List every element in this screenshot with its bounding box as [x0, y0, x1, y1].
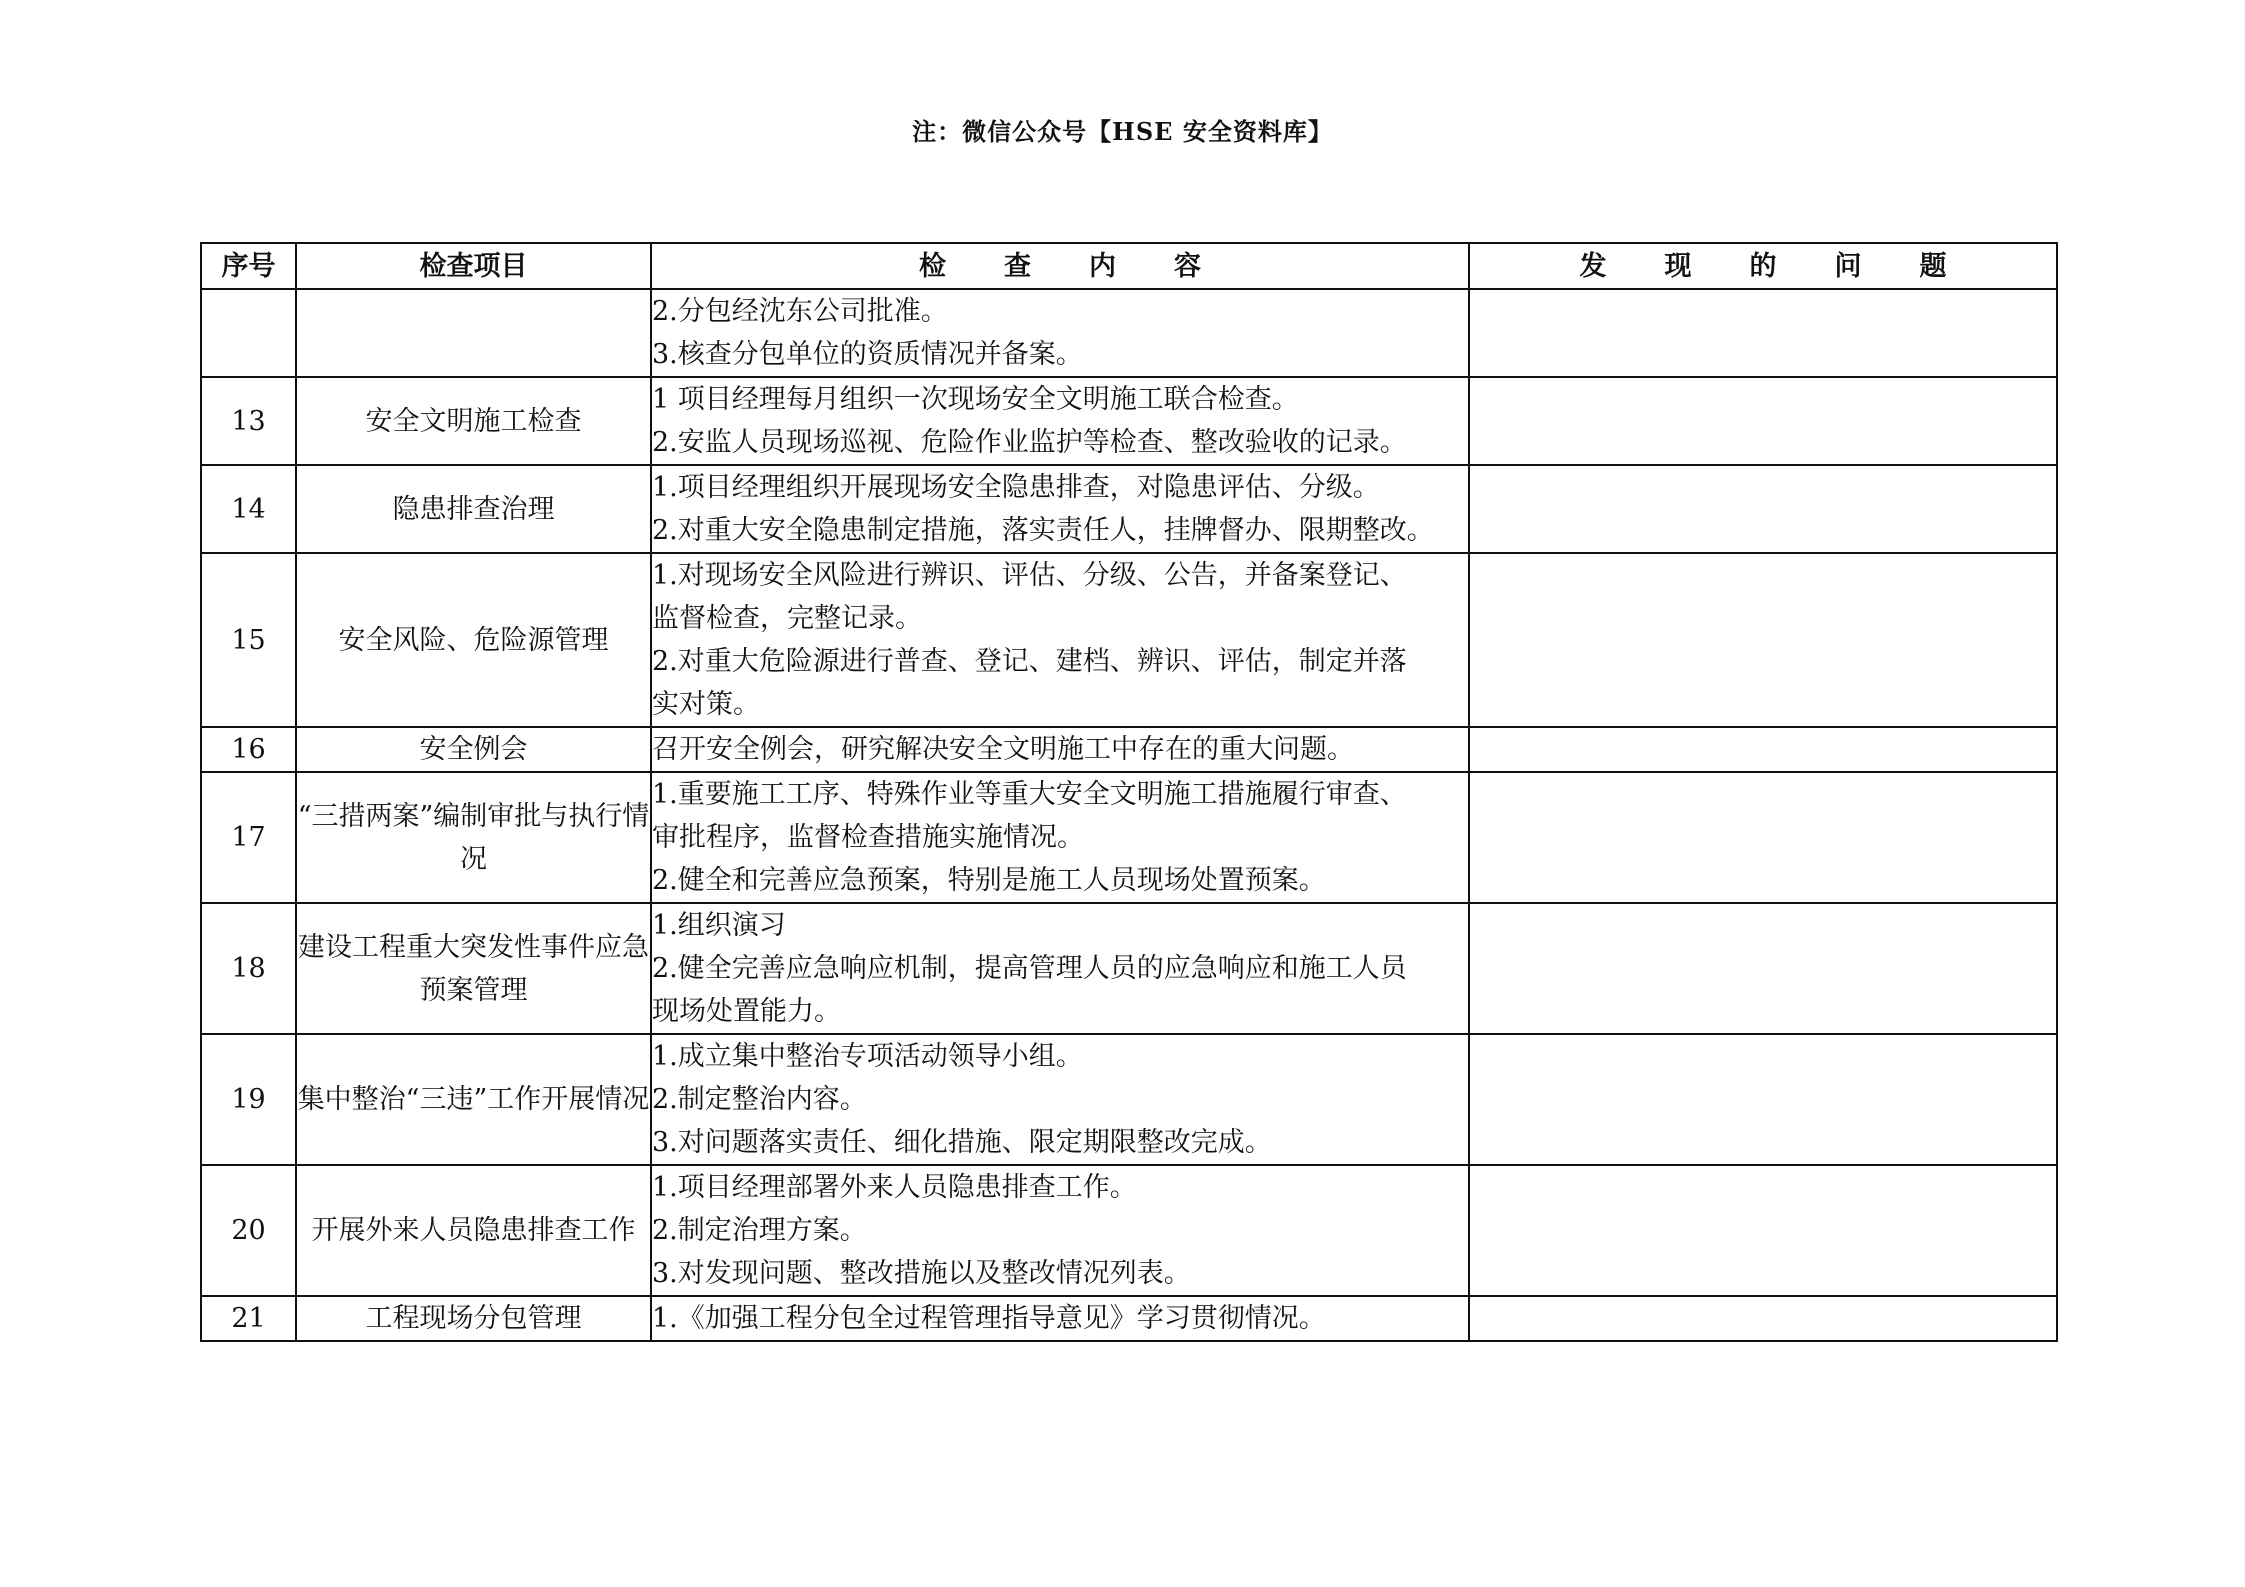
- content-header-char: 检: [919, 250, 946, 282]
- content-line: 2.安监人员现场巡视、危险作业监护等检查、整改验收的记录。: [652, 427, 1407, 458]
- item-cell: 安全风险、危险源管理: [296, 553, 651, 727]
- item-cell: 隐患排查治理: [296, 465, 651, 553]
- content-line: 2.分包经沈东公司批准。: [652, 296, 948, 327]
- issues-header-char: 发: [1579, 250, 1607, 282]
- seq-cell: 14: [201, 465, 296, 553]
- content-header-char: 内: [1089, 250, 1116, 282]
- issue-cell[interactable]: [1469, 1034, 2057, 1165]
- content-cell: [651, 289, 1469, 377]
- content-line: 1.重要施工工序、特殊作业等重大安全文明施工措施履行审查、: [652, 779, 1407, 810]
- seq-cell: 15: [201, 553, 296, 727]
- issues-header-char: 题: [1919, 250, 1947, 282]
- content-line: 召开安全例会，研究解决安全文明施工中存在的重大问题。: [652, 734, 1354, 765]
- content-cell: [651, 465, 1469, 553]
- header-row: [201, 243, 2057, 289]
- content-cell: [651, 553, 1469, 727]
- seq-cell: 16: [201, 727, 296, 772]
- seq-cell: 19: [201, 1034, 296, 1165]
- item-cell: 安全文明施工检查: [296, 377, 651, 465]
- content-line: 2.对重大安全隐患制定措施，落实责任人，挂牌督办、限期整改。: [652, 515, 1434, 546]
- content-line: 审批程序，监督检查措施实施情况。: [652, 822, 1084, 853]
- item-cell: 工程现场分包管理: [296, 1296, 651, 1341]
- content-cell: [651, 903, 1469, 1034]
- seq-cell: 13: [201, 377, 296, 465]
- issue-cell[interactable]: [1469, 727, 2057, 772]
- item-cell: 开展外来人员隐患排查工作: [296, 1165, 651, 1296]
- content-line: 实对策。: [652, 689, 760, 720]
- column-header-issues: [1469, 243, 2057, 289]
- content-line: 1.成立集中整治专项活动领导小组。: [652, 1041, 1083, 1072]
- item-cell: [296, 289, 651, 377]
- item-cell: “三措两案”编制审批与执行情况: [296, 772, 651, 903]
- issue-cell[interactable]: [1469, 772, 2057, 903]
- column-header-item: 检查项目: [296, 243, 651, 289]
- seq-cell: 21: [201, 1296, 296, 1341]
- content-cell: [651, 727, 1469, 772]
- content-line: 2.制定治理方案。: [652, 1215, 867, 1246]
- content-line: 3.对问题落实责任、细化措施、限定期限整改完成。: [652, 1127, 1272, 1158]
- content-line: 监督检查，完整记录。: [652, 603, 922, 634]
- header-note: 注：微信公众号【HSE 安全资料库】: [912, 117, 1333, 146]
- issue-cell[interactable]: [1469, 1165, 2057, 1296]
- content-line: 1 项目经理每月组织一次现场安全文明施工联合检查。: [652, 384, 1299, 415]
- content-cell: [651, 1165, 1469, 1296]
- content-cell: [651, 377, 1469, 465]
- seq-cell: [201, 289, 296, 377]
- column-header-content: [651, 243, 1469, 289]
- content-cell: [651, 1296, 1469, 1341]
- content-line: 2.制定整治内容。: [652, 1084, 867, 1115]
- table-row: [201, 903, 2057, 1034]
- issues-header-char: 现: [1664, 250, 1692, 282]
- content-line: 1.项目经理部署外来人员隐患排查工作。: [652, 1172, 1137, 1203]
- content-line: 2.健全和完善应急预案，特别是施工人员现场处置预案。: [652, 865, 1326, 896]
- column-header-seq: 序号: [201, 243, 296, 289]
- table-row: [201, 553, 2057, 727]
- issue-cell[interactable]: [1469, 289, 2057, 377]
- table-row: [201, 727, 2057, 772]
- content-line: 2.对重大危险源进行普查、登记、建档、辨识、评估，制定并落: [652, 646, 1407, 677]
- issue-cell[interactable]: [1469, 465, 2057, 553]
- seq-cell: 17: [201, 772, 296, 903]
- issue-cell[interactable]: [1469, 903, 2057, 1034]
- table-row: [201, 465, 2057, 553]
- content-cell: [651, 1034, 1469, 1165]
- table-row: [201, 289, 2057, 377]
- content-line: 3.对发现问题、整改措施以及整改情况列表。: [652, 1258, 1191, 1289]
- content-line: 3.核查分包单位的资质情况并备案。: [652, 339, 1083, 370]
- table-row: [201, 1165, 2057, 1296]
- issues-header-char: 的: [1749, 250, 1777, 282]
- content-line: 1.项目经理组织开展现场安全隐患排查，对隐患评估、分级。: [652, 472, 1380, 503]
- content-cell: [651, 772, 1469, 903]
- issue-cell[interactable]: [1469, 553, 2057, 727]
- item-cell: 安全例会: [296, 727, 651, 772]
- item-cell: 建设工程重大突发性事件应急预案管理: [296, 903, 651, 1034]
- table-row: [201, 1296, 2057, 1341]
- table-row: [201, 772, 2057, 903]
- seq-cell: 20: [201, 1165, 296, 1296]
- item-cell: 集中整治“三违”工作开展情况: [296, 1034, 651, 1165]
- content-header-char: 查: [1004, 250, 1031, 282]
- table-row: [201, 377, 2057, 465]
- issue-cell[interactable]: [1469, 1296, 2057, 1341]
- content-line: 2.健全完善应急响应机制，提高管理人员的应急响应和施工人员: [652, 953, 1407, 984]
- seq-cell: 18: [201, 903, 296, 1034]
- content-line: 现场处置能力。: [652, 996, 841, 1027]
- content-line: 1.组织演习: [652, 910, 786, 941]
- content-header-char: 容: [1174, 250, 1201, 282]
- content-line: 1.《加强工程分包全过程管理指导意见》学习贯彻情况。: [652, 1303, 1326, 1334]
- content-line: 1.对现场安全风险进行辨识、评估、分级、公告，并备案登记、: [652, 560, 1407, 591]
- issues-header-char: 问: [1834, 250, 1862, 282]
- inspection-table: [200, 242, 2058, 1342]
- table-row: [201, 1034, 2057, 1165]
- issue-cell[interactable]: [1469, 377, 2057, 465]
